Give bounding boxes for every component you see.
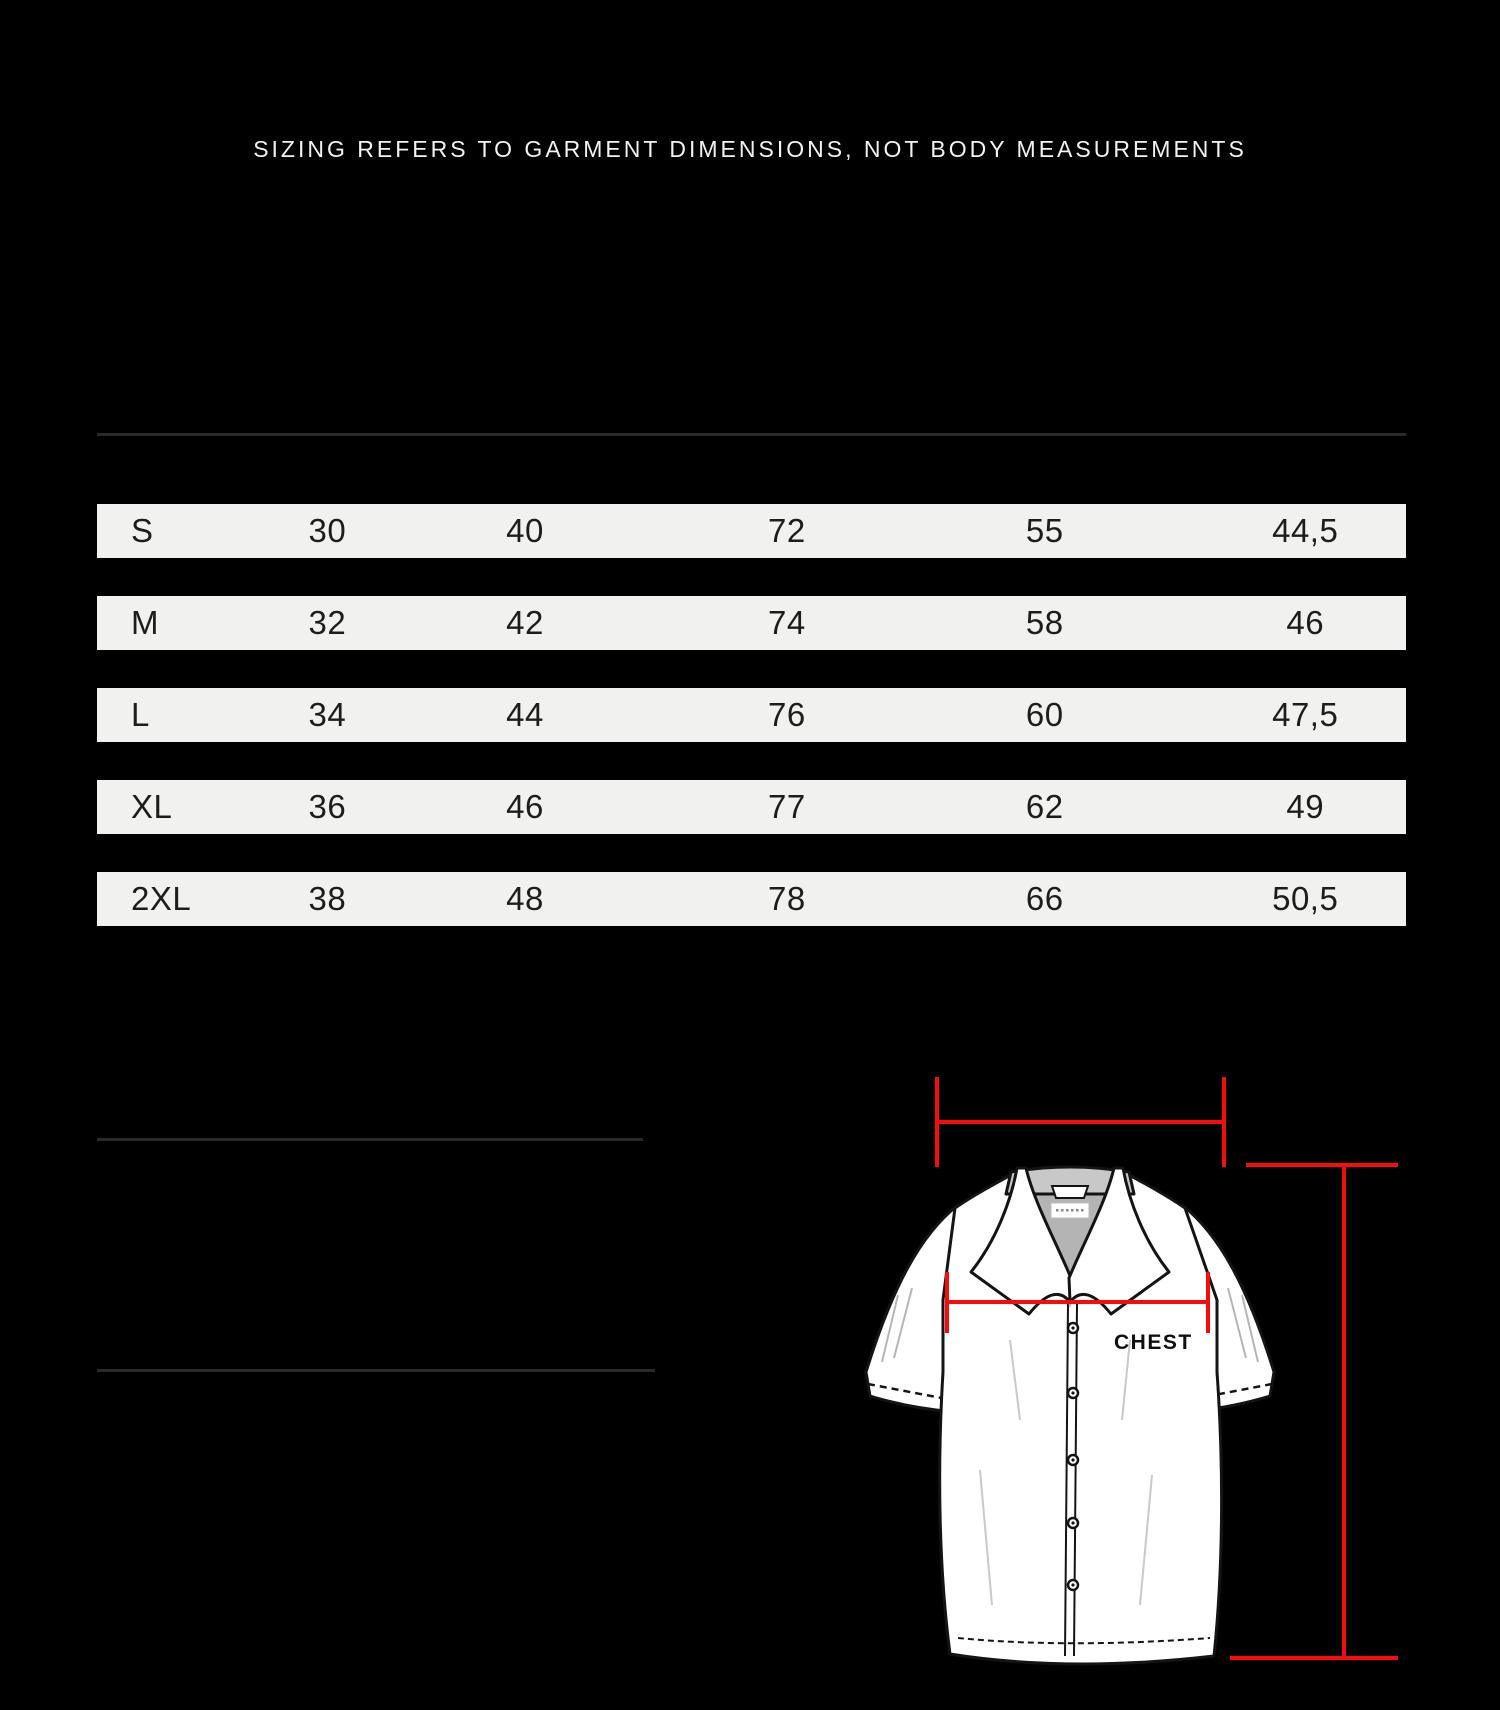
value-cell: 30 xyxy=(308,512,347,549)
chest-measure-line xyxy=(947,1300,1209,1304)
page-title: SIZING REFERS TO GARMENT DIMENSIONS, NOT BODY MEASUREMENTS xyxy=(253,136,1247,162)
value-cell: 44 xyxy=(506,696,544,733)
table-row-s xyxy=(97,504,1406,558)
value-cell: 40 xyxy=(506,512,544,549)
value-cell: 44,5 xyxy=(1272,512,1339,549)
size-cell: XL xyxy=(131,788,173,825)
size-cell: L xyxy=(131,696,150,733)
note-separator-1 xyxy=(97,1138,643,1141)
shoulder-measure-tick-right xyxy=(1222,1077,1226,1167)
value-cell: 62 xyxy=(1025,788,1064,825)
value-cell: 60 xyxy=(1025,696,1064,733)
value-cell: 78 xyxy=(767,880,806,917)
value-cell: 47,5 xyxy=(1272,696,1339,733)
size-cell: S xyxy=(131,512,154,549)
chest-measure-tick-left xyxy=(945,1272,949,1333)
value-cell: 46 xyxy=(1286,604,1325,641)
value-cell: 77 xyxy=(767,788,806,825)
size-cell: M xyxy=(131,604,159,641)
value-cell: 66 xyxy=(1025,880,1064,917)
value-cell: 36 xyxy=(308,788,347,825)
value-cell: 72 xyxy=(767,512,806,549)
table-row-xl xyxy=(97,780,1406,834)
chest-measure-tick-right xyxy=(1206,1272,1210,1333)
table-row-l xyxy=(97,688,1406,742)
value-cell: 46 xyxy=(506,788,544,825)
value-cell: 38 xyxy=(308,880,347,917)
length-measure-line xyxy=(1342,1163,1346,1660)
value-cell: 74 xyxy=(767,604,806,641)
shoulder-measure-line xyxy=(937,1120,1225,1124)
length-measure-bottom-bar xyxy=(1230,1656,1398,1660)
value-cell: 49 xyxy=(1286,788,1325,825)
shirt-illustration xyxy=(780,1040,1500,1710)
value-cell: 42 xyxy=(506,604,544,641)
note-separator-2 xyxy=(97,1369,655,1372)
value-cell: 48 xyxy=(506,880,544,917)
size-cell: 2XL xyxy=(131,880,192,917)
length-measure-top-bar xyxy=(1246,1163,1398,1167)
value-cell: 55 xyxy=(1025,512,1064,549)
value-cell: 34 xyxy=(308,696,347,733)
shoulder-measure-tick-left xyxy=(935,1077,939,1167)
value-cell: 58 xyxy=(1025,604,1064,641)
chest-label: CHEST xyxy=(1114,1331,1193,1354)
table-row-2xl xyxy=(97,872,1406,926)
value-cell: 32 xyxy=(308,604,347,641)
table-header-separator xyxy=(97,433,1406,436)
value-cell: 50,5 xyxy=(1272,880,1339,917)
table-row-m xyxy=(97,596,1406,650)
value-cell: 76 xyxy=(767,696,806,733)
